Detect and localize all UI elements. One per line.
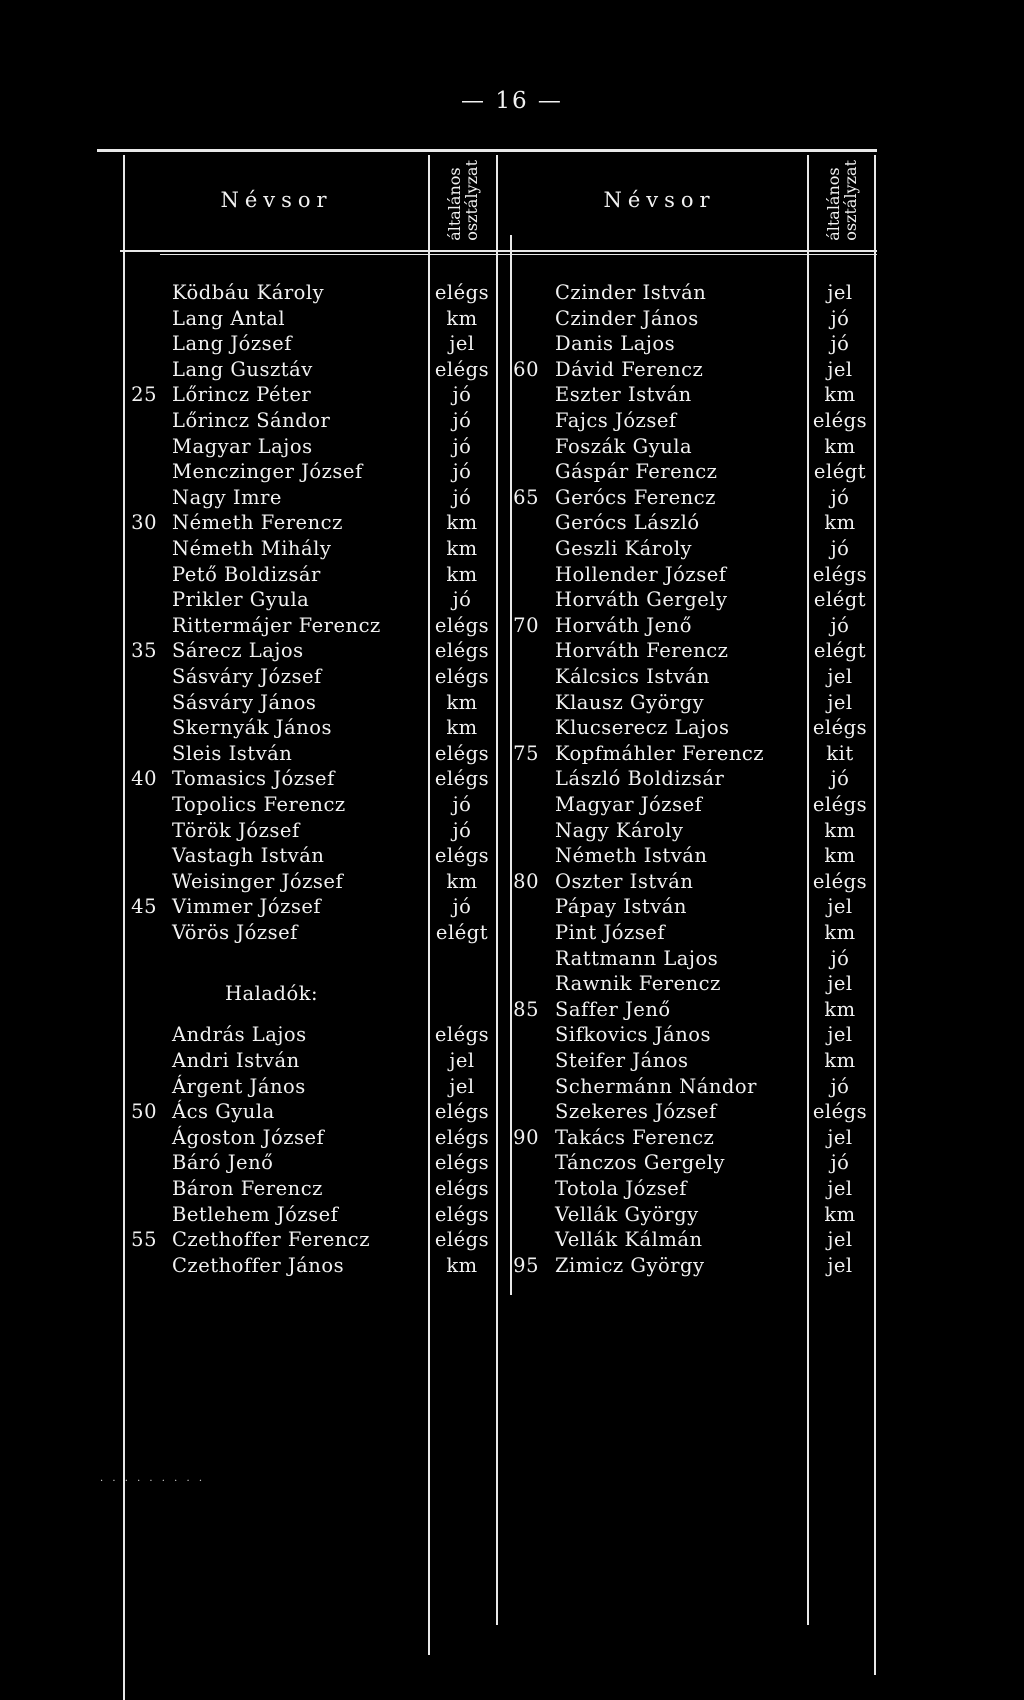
student-name: Menczinger József bbox=[172, 460, 363, 484]
student-name: Vellák György bbox=[555, 1202, 699, 1226]
student-name: Czinder István bbox=[555, 281, 707, 304]
student-name: Oszter István bbox=[555, 869, 694, 893]
grade: elégs bbox=[812, 409, 868, 432]
row-number: 65 bbox=[513, 485, 539, 509]
right-row bbox=[0, 1150, 1024, 1175]
student-name: Rittermájer Ferencz bbox=[172, 613, 381, 637]
grade: elégt bbox=[435, 921, 489, 944]
student-name: Árgent János bbox=[172, 1074, 306, 1098]
right-row bbox=[0, 587, 1024, 612]
student-name: Báró Jenő bbox=[172, 1151, 274, 1175]
student-name: Takács Ferencz bbox=[555, 1125, 715, 1149]
student-name: Németh István bbox=[555, 844, 708, 868]
right-row bbox=[0, 382, 1024, 407]
grade: elégs bbox=[434, 1202, 490, 1226]
student-name: Kálcsics István bbox=[555, 665, 710, 688]
grade: jó bbox=[452, 588, 472, 612]
print-specks: · · · · · · · · · bbox=[100, 1476, 206, 1487]
right-row bbox=[0, 766, 1024, 791]
right-row bbox=[0, 562, 1024, 587]
grade: km bbox=[446, 562, 478, 586]
grade: kit bbox=[826, 741, 854, 765]
grade: jó bbox=[830, 613, 850, 637]
left-grade-header bbox=[430, 155, 496, 245]
grade: jó bbox=[452, 793, 472, 816]
student-name: Lőrincz Sándor bbox=[172, 409, 331, 432]
grade: elégs bbox=[812, 716, 868, 740]
right-row bbox=[0, 1253, 1024, 1278]
student-name: Hollender József bbox=[555, 562, 727, 586]
grade: km bbox=[824, 383, 856, 407]
right-row bbox=[0, 664, 1024, 689]
student-name: Prikler Gyula bbox=[172, 588, 310, 612]
grade: jó bbox=[830, 537, 850, 560]
row-number: 35 bbox=[131, 639, 157, 663]
student-name: Fajcs József bbox=[555, 409, 677, 432]
right-row bbox=[0, 357, 1024, 382]
row-number: 50 bbox=[131, 1100, 157, 1124]
student-name: András Lajos bbox=[172, 1023, 307, 1047]
row-number: 75 bbox=[513, 741, 539, 765]
grade: elégs bbox=[434, 1023, 490, 1047]
header-rule bbox=[120, 250, 877, 252]
right-row bbox=[0, 1048, 1024, 1073]
grade: km bbox=[824, 818, 856, 842]
grade: elégs bbox=[812, 562, 868, 586]
right-row bbox=[0, 818, 1024, 843]
right-row bbox=[0, 1176, 1024, 1201]
left-name-header: Névsor bbox=[220, 188, 333, 212]
student-name: Sásváry József bbox=[172, 665, 322, 688]
row-number: 90 bbox=[513, 1125, 539, 1149]
right-row bbox=[0, 434, 1024, 459]
student-name: Szekeres József bbox=[555, 1100, 717, 1124]
student-name: Czethoffer János bbox=[172, 1253, 345, 1277]
advanced-heading: Haladók: bbox=[225, 982, 319, 1006]
student-name: Sleis István bbox=[172, 741, 293, 765]
student-name: Pető Boldizsár bbox=[172, 562, 321, 586]
top-rule bbox=[97, 149, 877, 152]
grade: jel bbox=[449, 1049, 475, 1072]
student-name: Saffer Jenő bbox=[555, 997, 671, 1021]
grade: jó bbox=[830, 767, 850, 791]
grade: elégs bbox=[812, 1100, 868, 1124]
grade: jel bbox=[827, 1177, 853, 1200]
student-name: Lang Antal bbox=[172, 306, 286, 330]
grade: jó bbox=[452, 485, 472, 509]
grade: elégs bbox=[434, 1228, 490, 1252]
grade: elégs bbox=[434, 767, 490, 791]
row-number: 80 bbox=[513, 869, 539, 893]
right-row bbox=[0, 946, 1024, 971]
row-number: 60 bbox=[513, 357, 539, 381]
student-name: Török József bbox=[172, 818, 300, 842]
grade: elégs bbox=[434, 357, 490, 381]
right-row bbox=[0, 306, 1024, 331]
grade: jel bbox=[827, 1228, 853, 1252]
page-number: — 16 — bbox=[461, 88, 563, 114]
grade: jel bbox=[827, 665, 853, 688]
student-name: Tánczos Gergely bbox=[555, 1151, 726, 1175]
row-number: 85 bbox=[513, 997, 539, 1021]
header-rule-thin bbox=[160, 254, 877, 255]
grade: jel bbox=[827, 281, 853, 304]
grade: jel bbox=[827, 972, 853, 996]
student-name: Lang Gusztáv bbox=[172, 357, 313, 381]
grade: jel bbox=[827, 1125, 853, 1149]
student-name: Steifer János bbox=[555, 1049, 689, 1072]
row-number: 30 bbox=[131, 511, 157, 535]
row-number: 45 bbox=[131, 895, 157, 919]
grade: elégs bbox=[434, 639, 490, 663]
student-name: Nagy Imre bbox=[172, 485, 282, 509]
right-row bbox=[0, 971, 1024, 996]
student-name: Totola József bbox=[555, 1177, 687, 1200]
grade: km bbox=[446, 511, 478, 535]
student-name: Rattmann Lajos bbox=[555, 946, 719, 970]
grade: jó bbox=[452, 460, 472, 484]
grade: jó bbox=[830, 485, 850, 509]
row-number: 95 bbox=[513, 1253, 539, 1277]
student-name: Gerócs Ferencz bbox=[555, 485, 716, 509]
student-name: Andri István bbox=[172, 1049, 300, 1072]
student-name: Weisinger József bbox=[172, 869, 344, 893]
grade: km bbox=[446, 869, 478, 893]
right-row bbox=[0, 690, 1024, 715]
grade: km bbox=[446, 716, 478, 740]
right-row bbox=[0, 280, 1024, 305]
student-name: Schermánn Nándor bbox=[555, 1074, 757, 1098]
right-row bbox=[0, 792, 1024, 817]
student-name: László Boldizsár bbox=[555, 767, 725, 791]
student-name: Magyar József bbox=[555, 793, 703, 816]
student-name: Gerócs László bbox=[555, 511, 700, 535]
right-row bbox=[0, 715, 1024, 740]
grade: elégs bbox=[434, 741, 490, 765]
student-name: Lőrincz Péter bbox=[172, 383, 312, 407]
grade: elégs bbox=[434, 1125, 490, 1149]
grade: elégs bbox=[434, 1177, 490, 1200]
student-name: Horváth Jenő bbox=[555, 613, 692, 637]
student-name: Lang József bbox=[172, 332, 292, 356]
student-name: Németh Ferencz bbox=[172, 511, 343, 535]
grade: jó bbox=[830, 332, 850, 356]
student-name: Sárecz Lajos bbox=[172, 639, 304, 663]
grade: jó bbox=[452, 409, 472, 432]
grade: km bbox=[824, 511, 856, 535]
grade: jó bbox=[830, 946, 850, 970]
right-row bbox=[0, 613, 1024, 638]
grade: km bbox=[824, 1202, 856, 1226]
student-name: Vörös József bbox=[172, 921, 298, 944]
right-grade-header bbox=[809, 155, 874, 245]
right-row bbox=[0, 1022, 1024, 1047]
grade: jó bbox=[452, 818, 472, 842]
row-number: 40 bbox=[131, 767, 157, 791]
grade: elégs bbox=[812, 869, 868, 893]
student-name: Kopfmáhler Ferencz bbox=[555, 741, 765, 765]
grade: jel bbox=[827, 895, 853, 919]
student-name: Czinder János bbox=[555, 306, 699, 330]
right-row bbox=[0, 485, 1024, 510]
grade: jel bbox=[449, 332, 475, 356]
grade: km bbox=[446, 306, 478, 330]
grade: elégs bbox=[434, 613, 490, 637]
student-name: Vimmer József bbox=[172, 895, 322, 919]
grade: elégs bbox=[434, 844, 490, 868]
grade: km bbox=[824, 921, 856, 944]
grade: jó bbox=[830, 1074, 850, 1098]
grade: jó bbox=[830, 306, 850, 330]
student-name: Báron Ferencz bbox=[172, 1177, 323, 1200]
right-grade-header-line1: általános bbox=[823, 166, 843, 241]
student-name: Dávid Ferencz bbox=[555, 357, 704, 381]
student-name: Eszter István bbox=[555, 383, 692, 407]
right-row bbox=[0, 741, 1024, 766]
student-name: Geszli Károly bbox=[555, 537, 693, 560]
right-row bbox=[0, 1227, 1024, 1252]
right-row bbox=[0, 997, 1024, 1022]
student-name: Czethoffer Ferencz bbox=[172, 1228, 370, 1252]
student-name: Pápay István bbox=[555, 895, 687, 919]
grade: elégt bbox=[813, 588, 867, 612]
right-row bbox=[0, 1074, 1024, 1099]
grade: jó bbox=[830, 1151, 850, 1175]
grade: jel bbox=[449, 1074, 475, 1098]
right-row bbox=[0, 459, 1024, 484]
grade: jel bbox=[827, 1023, 853, 1047]
right-grade-header-line2: osztályzat bbox=[840, 159, 860, 241]
student-name: Zimicz György bbox=[555, 1253, 705, 1277]
student-name: Danis Lajos bbox=[555, 332, 676, 356]
grade: elégs bbox=[434, 281, 490, 304]
right-row bbox=[0, 510, 1024, 535]
right-row bbox=[0, 894, 1024, 919]
right-row bbox=[0, 638, 1024, 663]
grade: elégs bbox=[434, 1151, 490, 1175]
grade: km bbox=[446, 1253, 478, 1277]
student-name: Gáspár Ferencz bbox=[555, 460, 718, 484]
grade: jel bbox=[827, 357, 853, 381]
grade: jó bbox=[452, 895, 472, 919]
right-row bbox=[0, 331, 1024, 356]
right-row bbox=[0, 843, 1024, 868]
grade: km bbox=[446, 537, 478, 560]
row-number: 55 bbox=[131, 1228, 157, 1252]
grade: km bbox=[824, 844, 856, 868]
grade: km bbox=[824, 997, 856, 1021]
grade: jó bbox=[452, 383, 472, 407]
grade: elégs bbox=[812, 793, 868, 816]
right-name-header: Névsor bbox=[603, 188, 716, 212]
student-name: Ágoston József bbox=[172, 1125, 325, 1149]
student-name: Pint József bbox=[555, 921, 666, 944]
grade: jó bbox=[452, 434, 472, 458]
row-number: 25 bbox=[131, 383, 157, 407]
right-row bbox=[0, 536, 1024, 561]
left-grade-header-line1: általános bbox=[445, 166, 464, 241]
right-row bbox=[0, 869, 1024, 894]
row-number: 70 bbox=[513, 613, 539, 637]
student-name: Horváth Gergely bbox=[555, 588, 728, 612]
student-name: Betlehem József bbox=[172, 1202, 339, 1226]
student-name: Ködbáu Károly bbox=[172, 281, 325, 304]
grade: elégt bbox=[813, 460, 867, 484]
student-name: Nagy Károly bbox=[555, 818, 684, 842]
student-name: Vastagh István bbox=[172, 844, 325, 868]
grade: elégs bbox=[434, 665, 490, 688]
student-name: Ács Gyula bbox=[172, 1100, 275, 1124]
right-row bbox=[0, 1099, 1024, 1124]
student-name: Tomasics József bbox=[172, 767, 335, 791]
student-name: Sásváry János bbox=[172, 690, 317, 714]
student-name: Horváth Ferencz bbox=[555, 639, 729, 663]
right-row bbox=[0, 408, 1024, 433]
student-name: Klucserecz Lajos bbox=[555, 716, 730, 740]
right-row bbox=[0, 920, 1024, 945]
grade: jel bbox=[827, 690, 853, 714]
student-name: Magyar Lajos bbox=[172, 434, 313, 458]
grade: km bbox=[824, 1049, 856, 1072]
left-grade-header-line2: osztályzat bbox=[462, 159, 481, 241]
right-row bbox=[0, 1125, 1024, 1150]
grade: elégs bbox=[434, 1100, 490, 1124]
student-name: Foszák Gyula bbox=[555, 434, 693, 458]
grade: elégt bbox=[813, 639, 867, 663]
grade: km bbox=[824, 434, 856, 458]
student-name: Klausz György bbox=[555, 690, 705, 714]
student-name: Topolics Ferencz bbox=[172, 793, 346, 816]
student-name: Vellák Kálmán bbox=[555, 1228, 703, 1252]
student-name: Skernyák János bbox=[172, 716, 333, 740]
right-row bbox=[0, 1202, 1024, 1227]
grade: km bbox=[446, 690, 478, 714]
grade: jel bbox=[827, 1253, 853, 1277]
student-name: Rawnik Ferencz bbox=[555, 972, 721, 996]
student-name: Németh Mihály bbox=[172, 537, 332, 560]
student-name: Sifkovics János bbox=[555, 1023, 711, 1047]
